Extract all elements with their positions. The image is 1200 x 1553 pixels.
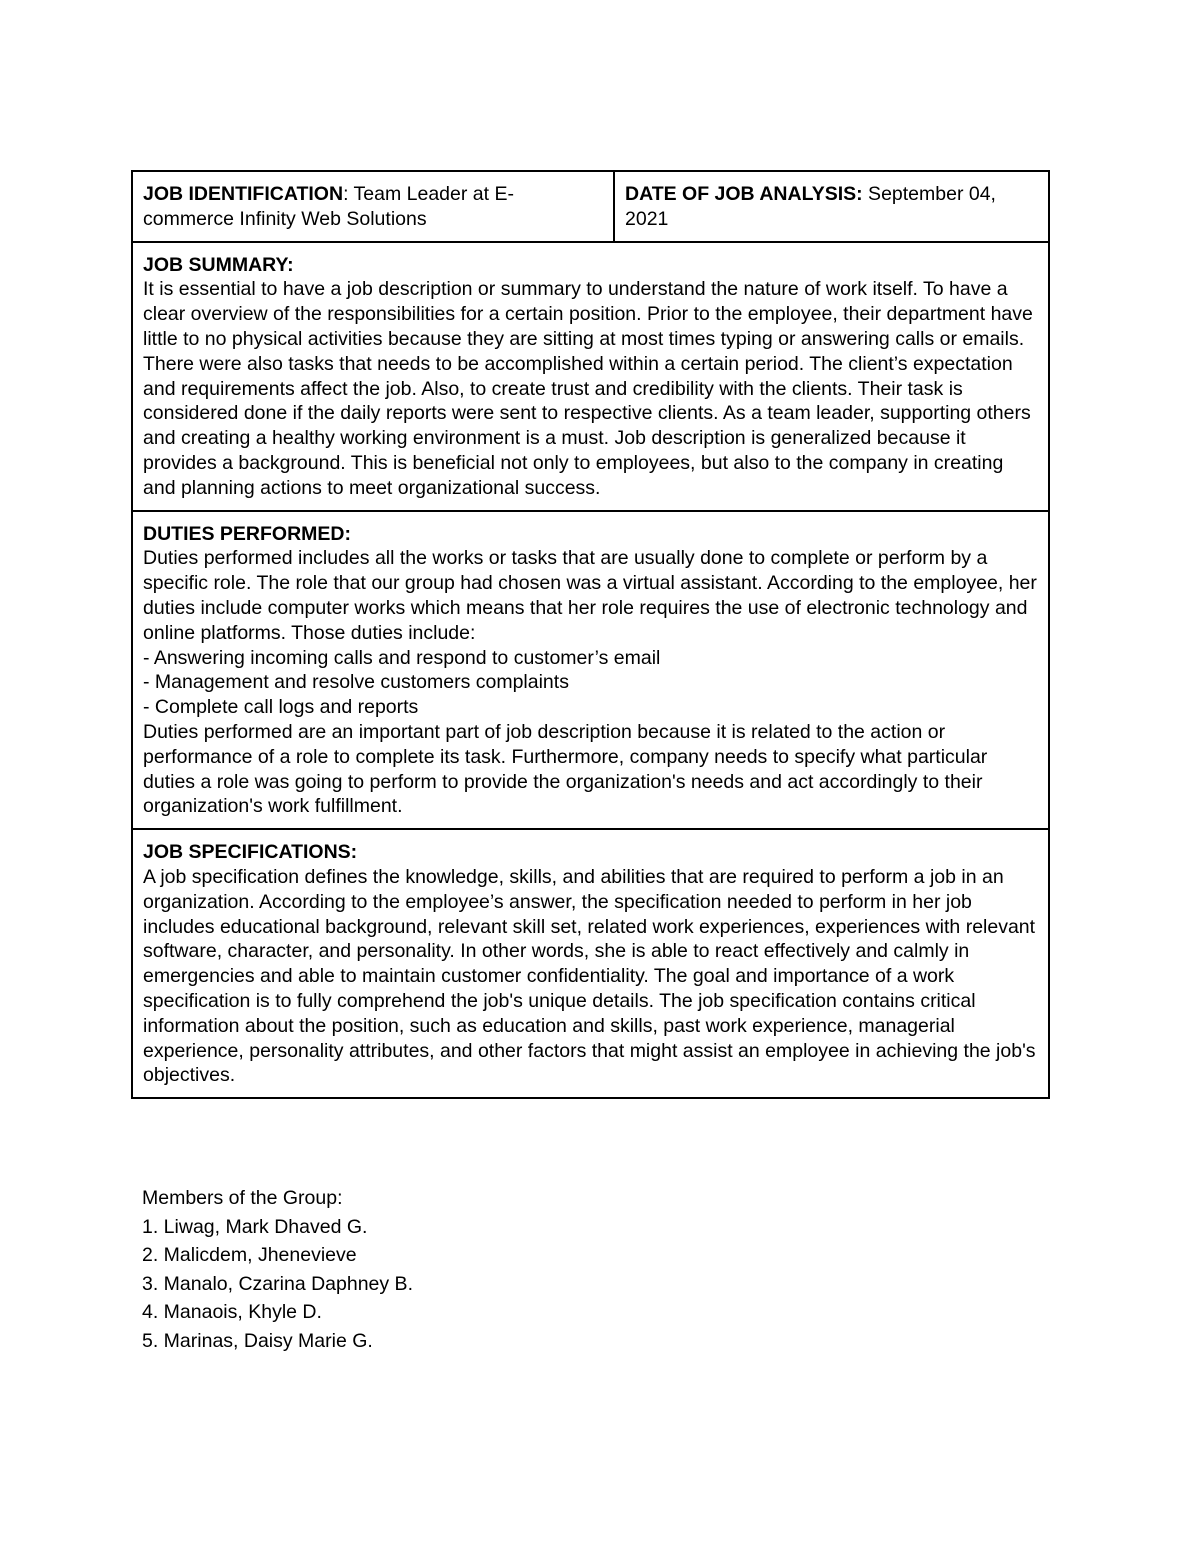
job-summary-label: JOB SUMMARY: [143, 253, 294, 276]
member-item: 5. Marinas, Daisy Marie G. [142, 1329, 373, 1352]
duty-item: - Answering incoming calls and respond to customer’s email [143, 646, 661, 669]
duties-performed-row [132, 511, 1049, 830]
job-identification-cell [132, 171, 614, 242]
duties-intro-text: Duties performed includes all the works or tasks that are usually done to complete or perform by a specific role. The role that our group had chosen was a virtual assistant. According to the employee, her duties include computer works which means that her role requires the use of electronic technology and online platforms. Those duties include: [143, 547, 1037, 644]
job-specifications-text: A job specification defines the knowledge, skills, and abilities that are required to perform a job in an organization. According to the employee’s answer, the specification needed to perform in her job includes educational background, relevant skill set, related work experiences, experiences with relevant software, character, and personality. In other words, she is able to react effectively and calmly in emergencies and able to maintain customer confidentiality. The goal and importance of a work specification is to fully comprehend the job's unique details. The job specification contains critical information about the position, such as education and skills, past work experience, managerial experience, personality attributes, and other factors that might assist an employee in achieving the job's objectives. [143, 865, 1036, 1087]
job-identification-label: JOB IDENTIFICATION [143, 183, 344, 205]
job-specifications-row [132, 829, 1049, 1098]
member-item: 2. Malicdem, Jhenevieve [142, 1244, 357, 1266]
members-heading: Members of the Group: [142, 1187, 343, 1209]
member-item: 4. Manaois, Khyle D. [142, 1301, 322, 1323]
job-specifications-cell [132, 829, 1049, 1098]
duties-closing-text: Duties performed are an important part of job description because it is related to the action or performance of a role to complete its task. Furthermore, company needs to specify what particular duties a role was going to perform to provide the organization's needs and act accordingly to their organization's work fulfillment. [143, 720, 988, 818]
date-of-analysis-value: September 04, 2021 [625, 183, 996, 230]
job-summary-cell [132, 242, 1049, 511]
header-row [132, 171, 1049, 242]
duty-item: - Complete call logs and reports [143, 696, 419, 719]
date-of-analysis-cell [614, 171, 1049, 242]
duty-item: - Management and resolve customers complaints [143, 671, 569, 694]
job-analysis-table [131, 170, 1050, 1099]
date-of-analysis-label: DATE OF JOB ANALYSIS: [625, 183, 863, 205]
job-summary-text: It is essential to have a job description or summary to understand the nature of work itself. To have a clear overview of the responsibilities for a certain position. Prior to the employee, their department have little to no physical activities because they are sitting at most times typing or answering calls or emails. There were also tasks that needs to be accomplished within a certain period. The client’s expectation and requirements affect the job. Also, to create trust and credibility with the clients. Their task is considered done if the daily reports were sent to respective clients. As a team leader, supporting others and creating a healthy working environment is a must. Job description is generalized because it provides a background. This is beneficial not only to employees, but also to the company in creating and planning actions to meet organizational success. [143, 278, 1033, 499]
group-members [142, 1184, 842, 1355]
duties-performed-cell [132, 511, 1049, 830]
duties-performed-label: DUTIES PERFORMED: [143, 522, 352, 545]
member-item: 3. Manalo, Czarina Daphney B. [142, 1272, 413, 1295]
member-item: 1. Liwag, Mark Dhaved G. [142, 1215, 368, 1238]
job-identification-value: : Team Leader at E-commerce Infinity Web Solutions [143, 183, 514, 230]
job-summary-row [132, 242, 1049, 511]
job-specifications-label: JOB SPECIFICATIONS: [143, 841, 358, 864]
